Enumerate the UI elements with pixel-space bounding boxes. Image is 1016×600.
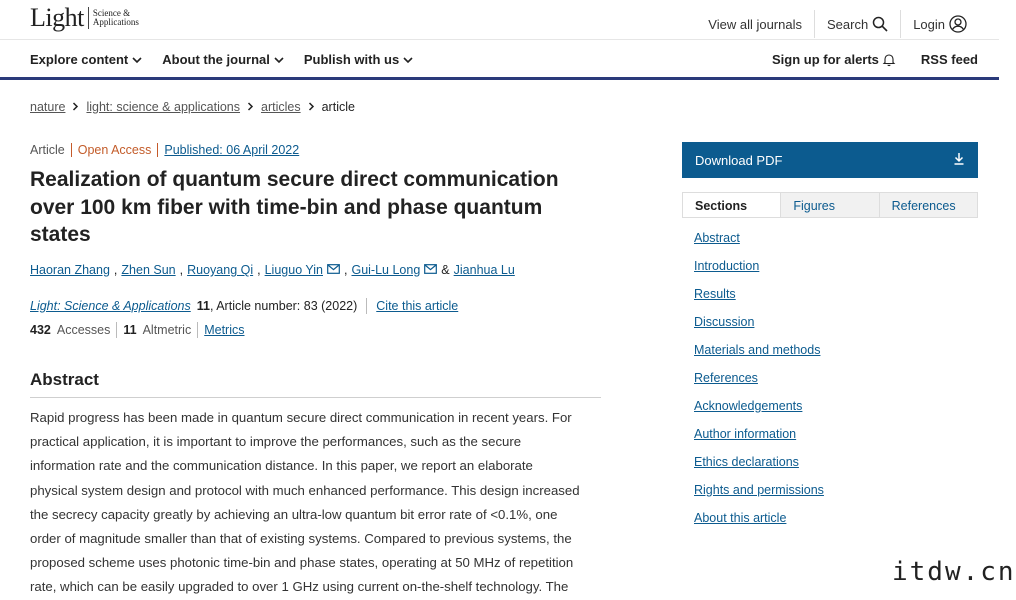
abstract-divider: [30, 397, 601, 398]
abstract-text: [30, 406, 605, 600]
section-link-ethics[interactable]: Ethics declarations: [694, 455, 799, 469]
breadcrumb: [30, 100, 355, 114]
published-date-link[interactable]: Published: 06 April 2022: [164, 143, 300, 157]
abstract-line: physical system design and protocol with much enhanced performance. This design increased: [30, 482, 580, 498]
accesses-label: Accesses: [56, 323, 111, 337]
publish-with-us-label: Publish with us: [303, 52, 400, 67]
accesses-count: 432: [30, 323, 51, 337]
bell-icon: [883, 53, 895, 66]
abstract-line: order of magnitude smaller than that of existing systems. Compared to previous systems, the: [30, 531, 572, 547]
chevron-down-icon: [403, 56, 413, 64]
author-separator: ,: [179, 263, 184, 277]
abstract-line: rate, which can be easily upgraded to over 1 GHz using current on-the-shelf technology. The: [30, 579, 569, 595]
main-nav: [30, 52, 413, 67]
logo-sub-line-1: Science &: [92, 8, 131, 18]
sidebar-tabs: [682, 192, 978, 218]
chevron-right-icon: [247, 100, 254, 114]
volume-number: 11: [196, 299, 210, 313]
article-title: Realization of quantum secure direct communication over 100 km fiber with time-bin and phase quantum states: [30, 168, 559, 246]
search-button[interactable]: [815, 16, 900, 32]
abstract-line: information rate and the communication distance. In this paper, we report an elaborate: [30, 458, 533, 474]
abstract-line: practical application, it is important to improve the performances, such as the secure: [30, 434, 522, 450]
alerts-label: Sign up for alerts: [772, 52, 879, 67]
tab-sections[interactable]: Sections: [683, 193, 781, 217]
watermark: itdw.cn: [892, 557, 1016, 587]
abstract-line: proposed scheme uses photonic time-bin and phase states, operating at 50 MHz of repetition: [30, 555, 574, 571]
explore-content-menu[interactable]: [30, 52, 142, 67]
section-link-introduction[interactable]: Introduction: [694, 259, 760, 273]
altmetric-label: Altmetric: [142, 323, 192, 337]
metrics-divider: [197, 322, 198, 338]
section-link-acknowledgements[interactable]: Acknowledgements: [694, 399, 803, 413]
abstract-line: Rapid progress has been made in quantum secure direct communication in recent years. For: [30, 410, 572, 425]
alerts-signup-link[interactable]: [772, 52, 895, 67]
chevron-right-icon: [308, 100, 315, 114]
header-divider: [0, 39, 999, 40]
section-list: [694, 231, 824, 539]
author-link[interactable]: Gui-Lu Long: [351, 263, 421, 277]
nav-right: [772, 52, 978, 67]
email-icon[interactable]: [327, 263, 340, 277]
search-label: Search: [826, 16, 869, 32]
section-link-discussion[interactable]: Discussion: [694, 315, 755, 329]
author-link[interactable]: Haoran Zhang: [30, 263, 110, 277]
author-link[interactable]: Liuguo Yin: [264, 263, 323, 277]
section-link-author-information[interactable]: Author information: [694, 427, 797, 441]
top-links: [696, 10, 979, 38]
open-access-badge: Open Access: [77, 143, 152, 157]
meta-divider: [157, 143, 158, 157]
nav-underline: [0, 77, 999, 80]
metrics-link[interactable]: Metrics: [204, 323, 245, 337]
section-link-references[interactable]: References: [694, 371, 758, 385]
logo-divider: [88, 7, 89, 29]
breadcrumb-current: article: [321, 100, 355, 114]
breadcrumb-nature[interactable]: nature: [30, 100, 66, 114]
breadcrumb-articles[interactable]: articles: [261, 100, 301, 114]
about-journal-label: About the journal: [162, 52, 270, 67]
chevron-right-icon: [72, 100, 79, 114]
chevron-down-icon: [132, 56, 142, 64]
section-link-about-article[interactable]: About this article: [694, 511, 787, 525]
login-button[interactable]: [901, 15, 979, 33]
article-number: , Article number: 83 (2022): [209, 299, 358, 313]
email-icon[interactable]: [424, 263, 437, 277]
about-journal-menu[interactable]: [162, 52, 284, 67]
logo-main-text: Light: [30, 3, 84, 32]
download-pdf-button[interactable]: [682, 142, 978, 178]
rss-feed-link[interactable]: RSS feed: [920, 52, 978, 67]
logo-sub-line-2: Applications: [92, 17, 139, 27]
abstract-heading: Abstract: [30, 370, 99, 389]
explore-content-label: Explore content: [30, 52, 129, 67]
cite-article-link[interactable]: Cite this article: [376, 299, 459, 313]
section-link-results[interactable]: Results: [694, 287, 736, 301]
citation-divider: [366, 298, 367, 314]
citation-details: [197, 299, 358, 313]
tab-references[interactable]: References: [891, 199, 956, 213]
author-link[interactable]: Zhen Sun: [121, 263, 176, 277]
author-separator: ,: [257, 263, 261, 277]
breadcrumb-journal[interactable]: light: science & applications: [86, 100, 241, 114]
download-icon: [953, 152, 965, 168]
section-link-rights[interactable]: Rights and permissions: [694, 483, 824, 497]
search-icon: [872, 16, 888, 32]
author-separator: &: [441, 263, 450, 277]
metrics-divider: [116, 322, 117, 338]
article-type: Article: [30, 143, 65, 157]
chevron-down-icon: [274, 56, 284, 64]
user-icon: [949, 15, 967, 33]
author-link[interactable]: Ruoyang Qi: [187, 263, 254, 277]
section-link-abstract[interactable]: Abstract: [694, 231, 740, 245]
author-list: [30, 263, 515, 277]
view-all-journals-link[interactable]: View all journals: [708, 16, 802, 32]
tab-figures[interactable]: Figures: [781, 193, 879, 217]
author-separator: ,: [113, 263, 118, 277]
author-separator: ,: [344, 263, 348, 277]
download-pdf-label: Download PDF: [695, 152, 783, 168]
article-meta: [30, 143, 299, 157]
journal-logo[interactable]: [30, 3, 139, 33]
citation-line: [30, 298, 458, 314]
logo-subtitle: [93, 9, 139, 27]
journal-name-link[interactable]: Light: Science & Applications: [30, 299, 191, 313]
login-label: Login: [913, 16, 945, 32]
meta-divider: [71, 143, 72, 157]
metrics-line: [30, 322, 244, 338]
author-link[interactable]: Jianhua Lu: [453, 263, 515, 277]
section-link-materials-methods[interactable]: Materials and methods: [694, 343, 821, 357]
abstract-line: the secrecy capacity greatly by achieving an ultra-low quantum bit error rate of <0.1%, one: [30, 506, 558, 522]
altmetric-count: 11: [123, 323, 137, 337]
publish-with-us-menu[interactable]: [304, 52, 413, 67]
